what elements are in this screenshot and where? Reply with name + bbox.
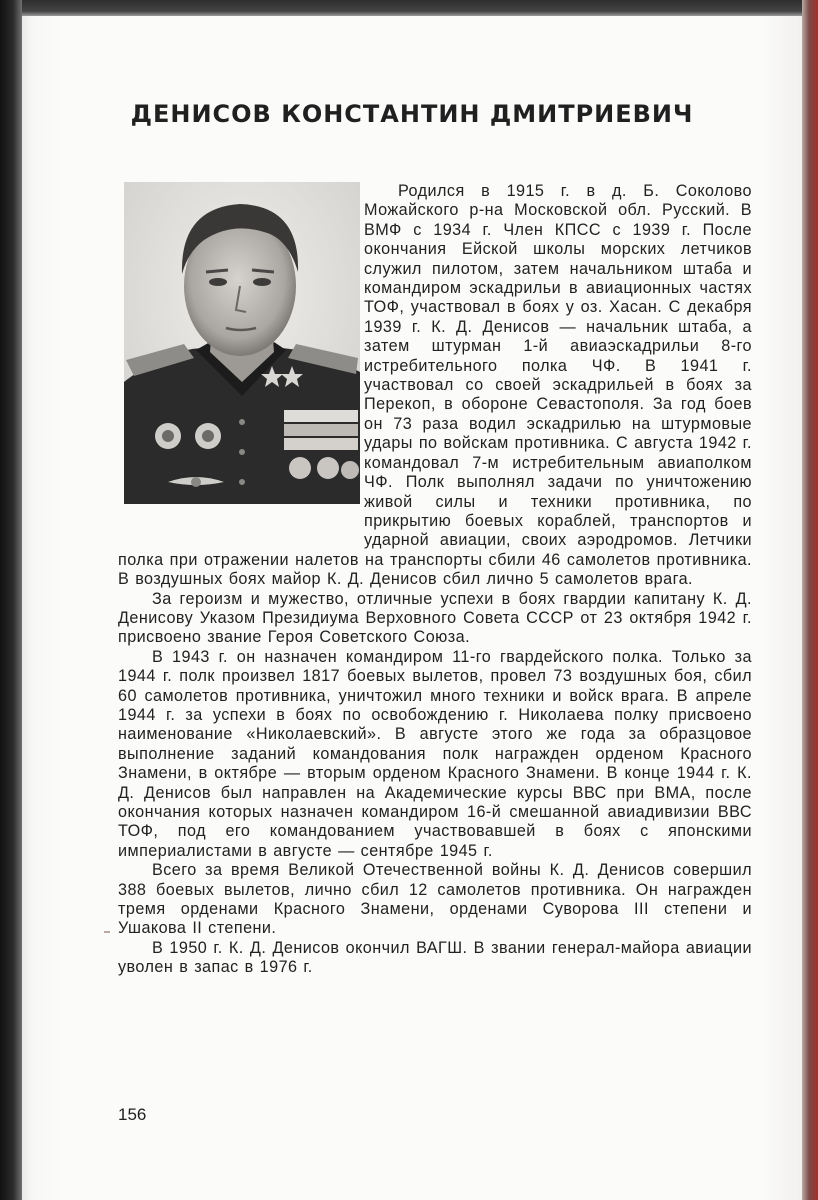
- biography-paragraph: В 1943 г. он назначен командиром 11-го гвардейского полка. Только за 1944 г. полк произвел 1817 боевых вылетов, провел 73 воздушных боя, сбил 60 самолетов противника, уничтожил много техники и войск врага. В апреле 1944 г. за успехи в боях по освобождению г. Николаева полку присвоено наименование «Николаевский». В августе этого же года за образцовое выполнение заданий командования полк награжден орденом Красного Знамени, в октябре — вторым орденом Красного Знамени. В конце 1944 г. К. Д. Денисов был направлен на Академические курсы ВВС при ВМА, после окончания которых назначен командиром 16-й смешанной авиадивизии ВВС ТОФ, под его командованием участвовавшей в боях с японскими империалистами в августе — сентябре 1945 г.: [118, 647, 752, 860]
- book-page: [22, 16, 802, 1200]
- book-cover-edge: [802, 0, 818, 1200]
- margin-mark: [104, 931, 110, 933]
- page-number: 156: [118, 1105, 147, 1124]
- scan-left-edge: [0, 0, 22, 1200]
- scan-top-edge: [0, 0, 818, 16]
- biography-paragraph: В 1950 г. К. Д. Денисов окончил ВАГШ. В звании генерал-майора авиации уволен в запас в 1976 г.: [118, 938, 752, 977]
- biography-paragraph: Родился в 1915 г. в д. Б. Соколово Можайского р-на Московской обл. Русский. В ВМФ с 1934 г. Член КПСС с 1939 г. После окончания Ейской школы морских летчиков служил пилотом, затем начальником штаба и командиром эскадрильи в авиационных частях ТОФ, участвовал в боях у оз. Хасан. С декабря 1939 г. К. Д. Денисов — начальник штаба, а затем штурман 1-й авиаэскадрильи 8-го истребительного полка ЧФ. В 1941 г. участвовал со своей эскадрильей в боях за Перекоп, в обороне Севастополя. За год боев он 73 раза водил эскадрилью на штурмовые удары по войскам противника. С августа 1942 г. командовал 7-м истребительным авиаполком ЧФ. Полк выполнял задачи по уничтожению живой силы и техники противника, по прикрытию боевых кораблей, транспортов и ударной авиации, своих аэродромов. Летчики полка при отражении налетов на транспорты сбили 46 самолетов противника. В воздушных боях майор К. Д. Денисов сбил лично 5 самолетов врага.: [118, 182, 752, 589]
- biography-paragraph: За героизм и мужество, отличные успехи в боях гвардии капитану К. Д. Денисову Указом Президиума Верховного Совета СССР от 23 октября 1942 г. присвоено звание Героя Советского Союза.: [118, 589, 752, 647]
- biography-text: [118, 182, 752, 978]
- biography-paragraph: Всего за время Великой Отечественной войны К. Д. Денисов совершил 388 боевых вылетов, лично сбил 12 самолетов противника. Он награжден тремя орденами Красного Знамени, орденами Суворова III степени и Ушакова II степени.: [118, 861, 752, 938]
- page-title: ДЕНИСОВ КОНСТАНТИН ДМИТРИЕВИЧ: [130, 100, 694, 128]
